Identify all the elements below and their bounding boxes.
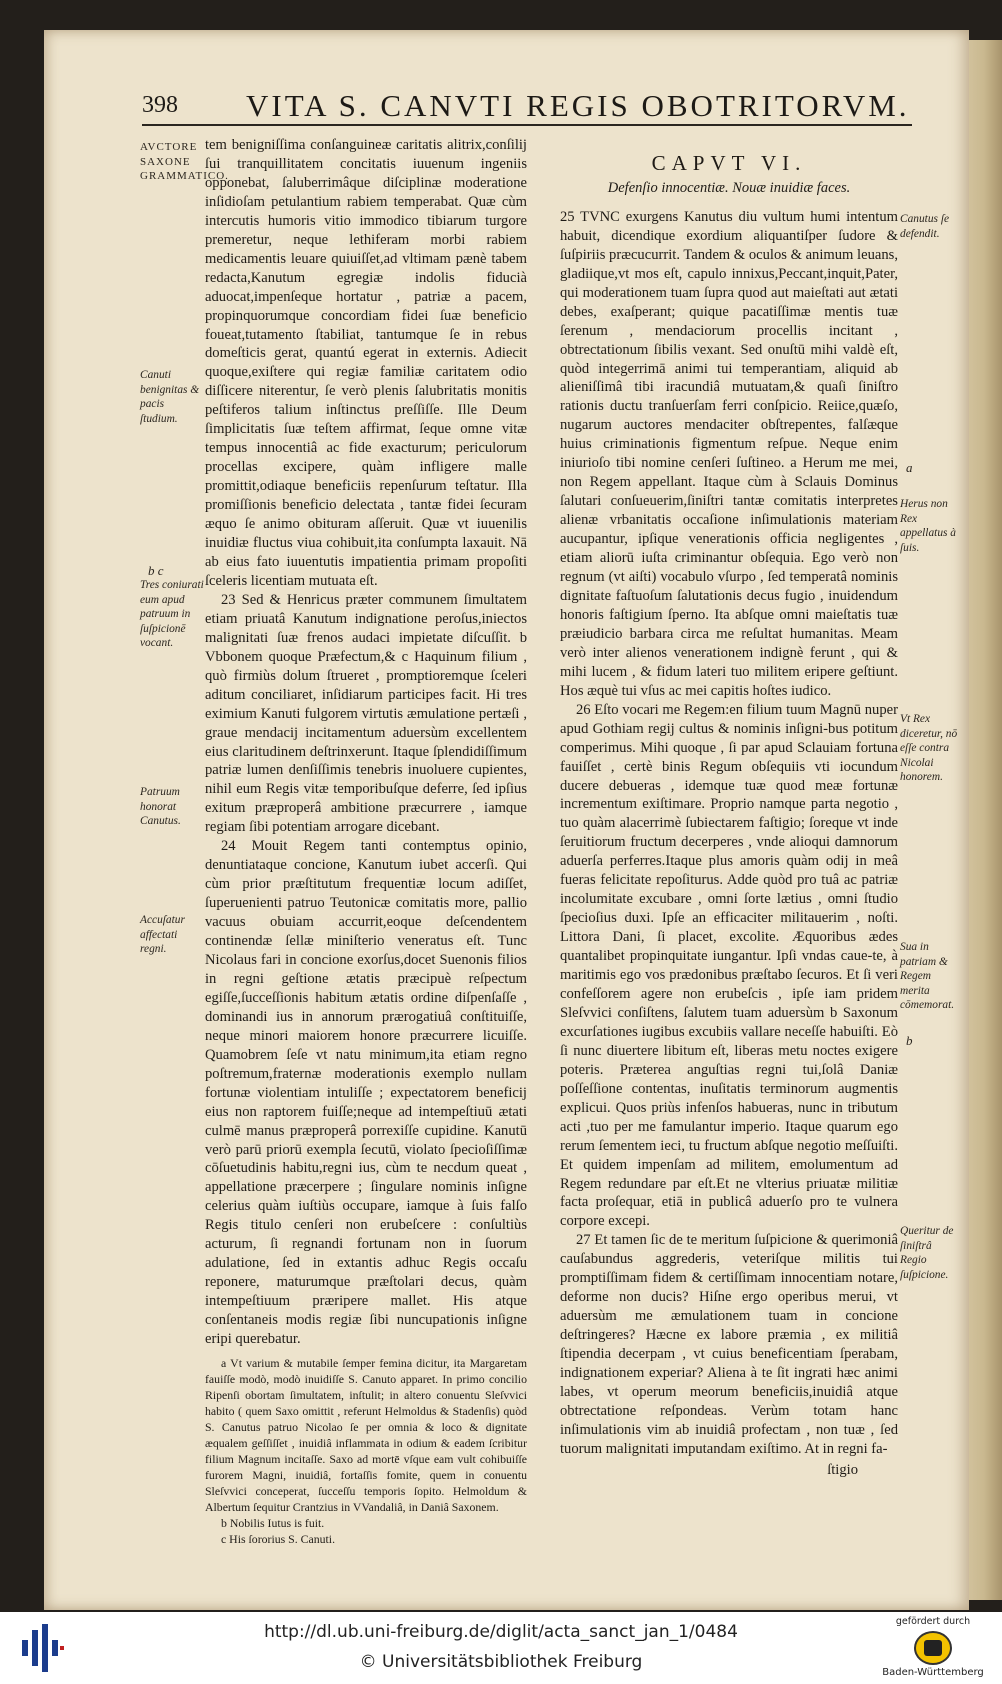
catchword: ſtigio [827, 1461, 858, 1478]
funder-caption: gefördert durch [895, 1616, 971, 1627]
left-margin-note: Canuti benignitas & pacis ſtudium. [140, 369, 200, 425]
right-margin-note: Sua in patriam & Regem merita cōmemorat. [900, 941, 955, 1012]
right-margin-note: Canutus ſe defendit. [900, 213, 950, 240]
paragraph: tem benigniſſima conſanguineæ caritatis alitrix,conſilij ſui tranquillitatem concitatis iuuenum ingeniis opponebat, ſaluberrimâque diſciplinæ moderatione inſidioſam petulantium rabiem temperabat. Quæ cùm intercutis humoris vitio immodico tibiarum turgore premeretur, neque lethiferam morbi rabiem medicamentis leuare quiuiſſet,ad vltimam pænè tabem redacta,Kanutum egregiæ indolis fiducià aduocat,impenſeque hortatur , patriæ a pacem, propinquorumque concordiam fidei ſuæ beneficio foueat,tutamento ſtabiliat, tantumque ſe in rebus domeſticis gerat, quantú egerat in externis. Adiecit quoque,exiſtere qui regiæ familiæ caritatem odio diſſicere niterentur, ſe verò plenis ſalubritatis monitis peſtiferos talium inſtinctus preſſiſſe. Ille Deum ſimplicitatis ſuæ teſtem affirmat, ſeque omne vitæ tempus innocentiâ ac fide exacturum; periculorum procellas excipere, quàm infligere malle promittit,odiaque beneficiis repenſurum teſtatur. Illa promiſſionis beneficio delectata , tantæ fidei ſecuram æquo ſe animo obituram aſſeruit. Quæ vt iuuenilis inuidiæ fluctus viua cohibuit,ita conſumpta laxauit. Nā ab eius fato iuuentutis impatientia primam propoſiti ſceleris licentiam mutuata eſt. [205, 137, 527, 589]
funder-logo[interactable] [868, 1616, 998, 1682]
paragraph: 24 Mouit Regem tanti contemptus opinio, denuntiataque concione, Kanutum iubet accerſi. Qui cùm prior præſtitutum frequentiæ locum adiſſet, ſuperuenienti patruo Teutonicæ comitatis more, pallio vacuus obuiam accurrit,eoque deſcendentem continendæ ſellæ miniſterio veneratus eſt. Tunc Nicolaus fari in concione exorſus,docet Suenonis filios in regni geſtione ætatis præcipuè reſpectum egiſſe,ſucceſſionis habitum ætatis ordine diſpenſaſſe , dominandi ius in annorum prærogatiuâ conſtituiſſe, neque minori maiorem honore præcurrere licuiſſe. Quamobrem ſeſe vt natu minimum,ita etiam regno poſtremum,fraternæ moderationis exemplo nullam fortunæ violentiam intuliſſe ; expectatorem beneficij eius non raptorem fuiſſe;neque ad intempeſtiuū ætati culmē manus præproperâ porrexiſſe cupidine. Kanutū verò parū priorū exempla ſecutū, violato ſpecioſiſſimæ cōſuetudinis habitu,regni ius, cùm te necdum queat , appellatione præcerpere ; ſingulare nominis inſigne celerius quàm iuſtiùs occupare, iamque à ſuis falſo Regis titulo cenſeri non erubeſcere : conſultiùs acturum, ſi regnandi fortunam non in ſuorum adulatione, ſed in extantis adhuc Regis occaſu reponere, maturumque præſtolari decus, quàm intempeſtiuum præripere mallet. His atque conſentaneis modis regiæ ſibi nuncupationis inſigne eripi querebatur. [205, 838, 527, 1348]
paragraph: 25 TVNC exurgens Kanutus diu vultum humi intentum habuit, dicendique exordium aliquantiſper ſudore & ſuſpiriis præcucurrit. Tandem & oculos & animum leuans, gladiique,vt mos eſt, capulo innixus,Peccant,inquit,Pater, qui moderationem tuam ſupra quod aut maieſtati aut ætati debes, exaſperant; quique pacatiſſimæ mentis tuæ ſerenum , mendaciorum procellis incitant , obtrectationum ſibilis vexant. Sed onuſtū mihi valdè eſt, quòd integerrimā animi tui temperantiam, aliquid ab alieniſſimâ tibi iracundiâ mutuatam,& quaſi ſiniſtro rationis ductu tranſuerſam ferri conſpicio. Reiice,quæſo, nugarum auctores mendaciter obſtrepentes, falſæque huius criminationis figmentum reſpue. Neque enim iniurioſo tibi nomine cenſeri ſuſtineo. a Herum me mei, non Regem appellant. Itaque cùm à Sclauis Dominus ſalutari conſueuerim,ſiniſtri tantæ comitatis interpretes alienæ vrbanitatis occaſione inſimulationis materiam aucupantur, ipſique venerationis officia negligentes , etiam aliorū iuſta criminantur obſequia. Ego verò non regnum (vt aiſti) vocabulo vſurpo , ſed temperatâ nominis dignitate faſtuoſum ſalutationis decus fugio , inuidendum honoris faſtigium ſperno. Ita abſque omni maieſtatis tuæ præiudicio barbara circa me reſultat humanitas. Meam verò inter alienos venerationem indignè ferunt , qui & mihi lucem , & fidum lateri tuo militem eripere geſtiunt. Hos æquè tui vſus ac mei capitis hoſtes iudico. [560, 208, 898, 699]
left-margin-letters: b c [148, 563, 164, 578]
right-margin-letter: b [906, 1033, 913, 1048]
left-margin-note: Tres coniurati eum apud patruum in ſuſpicionē vocant. [140, 579, 204, 650]
footnotes [205, 1355, 527, 1547]
chapter-subtitle: Defenſio innocentiæ. Nouæ inuidiæ faces. [607, 179, 851, 196]
copyright-text: © Universitätsbibliothek Freiburg [359, 1652, 643, 1672]
footnote: c His ſororius S. Canuti. [221, 1532, 336, 1546]
funder-name: Baden-Württemberg [882, 1667, 984, 1678]
viewer-footer [0, 1612, 1002, 1684]
paragraph: 27 Et tamen ſic de te meritum ſuſpicione & querimoniâ cauſabundus aggrederis, veteriſque militis tui promptiſſimam fidem & certiſſimam innocentiam notare, deforme non ducis? Hiſne ergo operibus merui, vt aduersùm me æmulationem tuam in concione deſtringeres? Hæcne ex labore præmia , ex militiâ ſtipendia decerpam , vt cuius beneficentiam ſperabam, indignationem experiar? Aliena à te ſit ingrati hæc animi labes, vt operum meorum beneficiis,inuidiâ atque obtrectatione reſpondeas. Verùm totam hanc inſimulationis vim ab inuidiâ profectam , non tuæ , ſed tuorum malignitati imputandam exiſtimo. At in regni fa- [560, 1232, 898, 1457]
page-number: 398 [142, 92, 178, 118]
right-margin-letter: a [906, 460, 913, 475]
footnote: b Nobilis Iutus is fuit. [221, 1516, 325, 1530]
left-margin-note: Patruum honorat Canutus. [140, 786, 181, 828]
page-url-link[interactable]: http://dl.ub.uni-freiburg.de/diglit/acta_sanct_jan_1/0484 [264, 1622, 738, 1642]
left-text-column [205, 136, 527, 1547]
paragraph: 26 Eſto vocari me Regem:en filium tuum Magnū nuper apud Gothiam regij cultus & nominis inſigni-bus potitum comperimus. Mihi quoque , ſi par apud Sclauiam fortuna fauiſſet , certè binis Regum obſequiis vti iocundum ducere debueras , idemque tuæ quod meæ fortunæ incrementum exiſtimare. Proprio namque parta negotio , tuo quàm alacerrimè ſubiectarem faſtigio; ſoreque vt inde ſeruitiorum fructum decerperes , vnde alioqui damnorum aduerſa perferres.Itaque plus amoris quàm odij in meâ fueras felicitate repoſiturus. Adde quòd pro tuâ ac patriæ incolumitate excubare , omni ſorte lætius , omni ſtudio ſpecioſius duxi. Ipſe an efficaciter militauerim , noſti. Littora Dani, ſi placet, excolite. Æquoribus ædes quantalibet propinquitate iungantur. Ipſi vndas caue-te, à maritimis ego vos prædonibus præſtabo ſecuros. Et ſi veri confeſſorem agere non erubeſcis , ipſe iam pridem Sleſvvici conſiſtens, ſalutem tuam aduersùm b Saxonum excurſationes iugibus excubiis vallare neceſſe habuiſti. Eò ſi nunc diuertere libitum eſt, liberas metu noctes exigere poteris. Præterea anguſtias regni tui,ſolâ Daniæ poſſeſſione contentas, inuſitatis terminorum augmentis explicui. Quos priùs infenſos habueras, nunc in tributum acti ,tuo per me famulantur imperio. Itaque quarum ego rerum ſementem ieci, tu fructum abſque negotio meſſuiſti. Et quidem impenſam ad militem, emolumentum ad Regem redundare par eſt.Et ne vlterius priuatæ militiæ facta proſequar, etiā in publicâ aduerſo pro te vulnera corpore excepi. [560, 701, 898, 1230]
paragraph: 23 Sed & Henricus præter communem ſimultatem etiam priuatâ Kanutum indignatione peroſus,iniectos malignitati ſuæ frenos audaci impietate diſcuſſit. b Vbbonem quoque Præfectum,& c Haquinum filium , quò firmiùs dolum ſtrueret , promptioremque ſceleri aditum conciliaret, inſidiarum participes facit. Hi tres eximium Kanuti fulgorem virtutis æmulatione pertæſi , graue mendacij incitamentum aduersùm excellentem eius claritudinem deſtrinxerunt. Itaque ſplendidiſſimum patriæ lumen denſiſſimis tenebris inuoluere cupientes, nihil eum Regis vitæ temporibuſque deferre, ſed ipſius exitum præproperâ ambitione præcurrere , iamque regiam ſibi potentiam arrogare dicebant. [205, 591, 527, 836]
right-margin-note: Vt Rex diceretur, nō eſſe contra Nicolai honorem. [900, 713, 958, 784]
chapter-heading: CAPVT VI. [651, 151, 807, 175]
header-rule [142, 124, 912, 126]
left-margin-note: Accuſatur affectati regni. [140, 914, 185, 956]
running-header [142, 82, 912, 126]
state-crest-icon [914, 1631, 952, 1665]
right-margin-note: Queritur de ſiniſtrâ Regio ſuſpicione. [900, 1225, 954, 1281]
running-title: VITA S. CANVTI REGIS OBOTRITORVM. [246, 88, 910, 123]
footnote: a Vt varium & mutabile ſemper femina dicitur, ita Margaretam fauiſſe modò, modò inuidiſſe S. Canuto apparet. In primo concilio Ripenſi obortam ſimultatem, inſtulit; in altero conuentu Sleſvvici habito ( quem Saxo omittit , referunt Helmoldus & Stadenſis) quòd S. Canutus patruo Nicolao ſe per omnia & loco & dignitate æqualem geſſiſſet , inuidiâ inflammata in odium & eadem ſcribitur filium Magnum incitaſſe. Saxo ad mortē vſque eam vult cohibuiſſe furorem Magni, inuidiâ, fortaſſis fomite, quem in conuentu Sleſvvici conceperat, ſucceſſu temporis ſopito. Helmoldum & Albertum ſequitur Crantzius in VVandaliâ, in Daniâ Saxonem. [205, 1356, 527, 1514]
right-text-column [560, 136, 898, 1480]
right-margin-note: Herus non Rex appellatus à ſuis. [900, 498, 957, 554]
author-margin-note: AVCTORE SAXONE GRAMMATICO. [140, 141, 229, 183]
